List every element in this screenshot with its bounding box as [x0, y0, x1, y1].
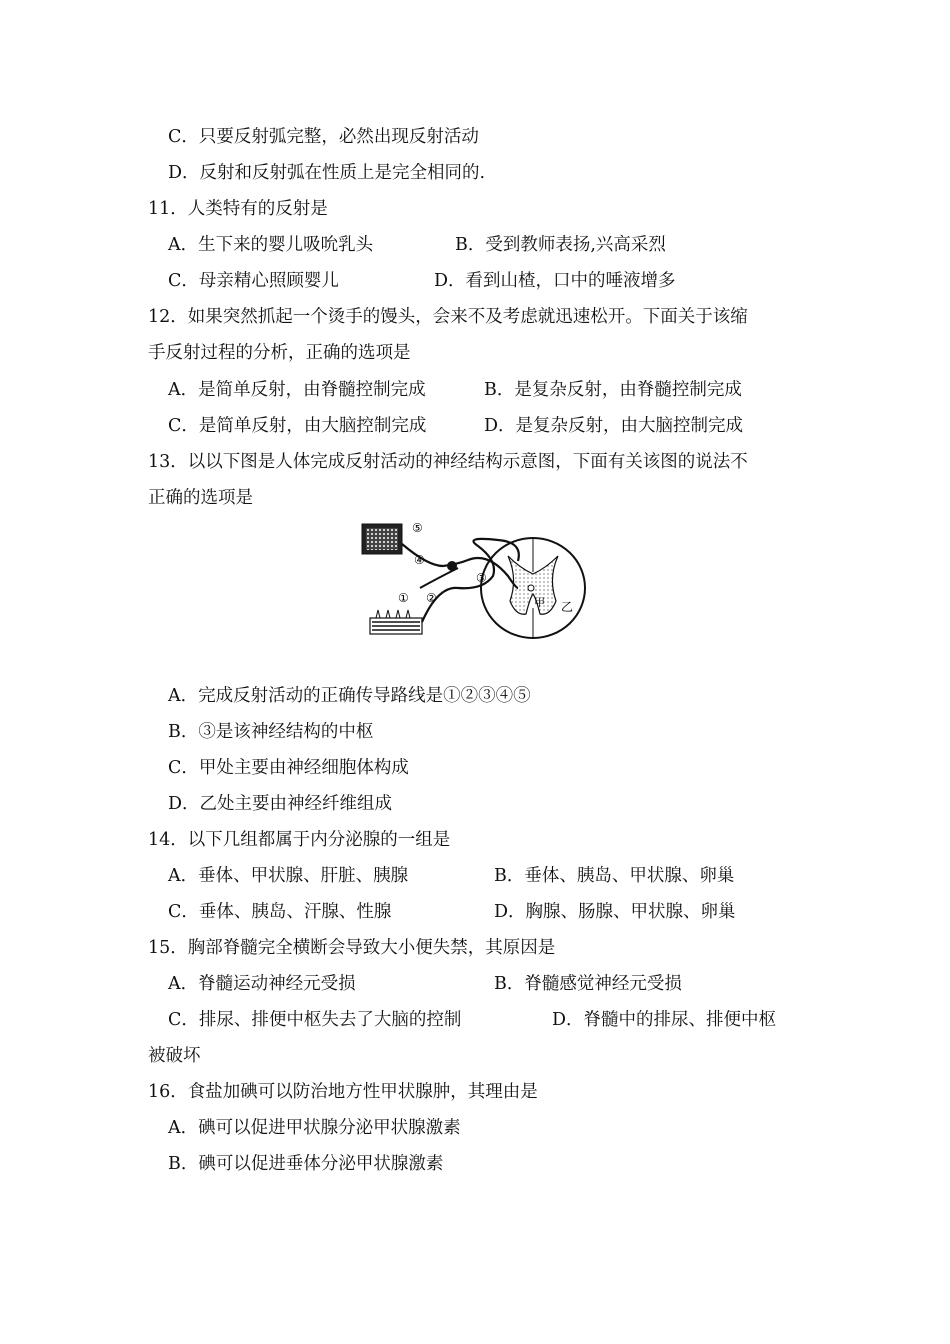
spinal-cord-section: [481, 538, 585, 638]
q12-option-a: A．是简单反射，由脊髓控制完成: [168, 380, 426, 400]
q11-stem: 11．人类特有的反射是: [148, 199, 328, 219]
ganglion-icon: [447, 561, 457, 571]
q11-option-d: D．看到山楂，口中的唾液增多: [434, 271, 676, 291]
q11-option-b: B．受到教师表扬,兴高采烈: [455, 235, 666, 255]
q12-option-d: D．是复杂反射，由大脑控制完成: [484, 416, 744, 436]
q13-option-c: C．甲处主要由神经细胞体构成: [168, 758, 409, 778]
q14-option-c: C．垂体、胰岛、汗腺、性腺: [168, 902, 392, 922]
q11-option-c: C．母亲精心照顾婴儿: [168, 271, 339, 291]
effector-muscle: [362, 524, 402, 554]
q13-option-a: A．完成反射活动的正确传导路线是①②③④⑤: [168, 686, 531, 706]
q14-option-a: A．垂体、甲状腺、肝脏、胰腺: [168, 866, 409, 886]
label-yi: 乙: [561, 600, 574, 614]
q10-option-d: D．反射和反射弧在性质上是完全相同的.: [168, 163, 486, 183]
q15-stem: 15．胸部脊髓完全横断会导致大小便失禁，其原因是: [148, 938, 556, 958]
q15-option-d: D．脊髓中的排尿、排便中枢: [552, 1010, 777, 1030]
q12-option-c: C．是简单反射，由大脑控制完成: [168, 416, 427, 436]
q13-option-d: D．乙处主要由神经纤维组成: [168, 794, 393, 814]
q13-option-b: B．③是该神经结构的中枢: [168, 722, 374, 742]
q10-option-c: C．只要反射弧完整，必然出现反射活动: [168, 127, 479, 147]
q12-stem-line2: 手反射过程的分析，正确的选项是: [148, 343, 411, 363]
q14-stem: 14．以下几组都属于内分泌腺的一组是: [148, 830, 451, 850]
q15-option-d-continued: 被破坏: [148, 1046, 201, 1066]
label-4: ④: [414, 553, 425, 567]
q15-option-a: A．脊髓运动神经元受损: [168, 974, 356, 994]
label-5: ⑤: [412, 521, 423, 535]
reflex-arc-diagram: [358, 516, 588, 646]
label-1: ①: [398, 591, 409, 605]
q16-option-a: A．碘可以促进甲状腺分泌甲状腺激素: [168, 1118, 461, 1138]
q16-stem: 16．食盐加碘可以防治地方性甲状腺肿，其理由是: [148, 1082, 538, 1102]
q11-option-a: A．生下来的婴儿吸吮乳头: [168, 235, 374, 255]
label-2: ②: [426, 591, 437, 605]
q12-option-b: B．是复杂反射，由脊髓控制完成: [484, 380, 742, 400]
q14-option-d: D．胸腺、肠腺、甲状腺、卵巢: [494, 902, 736, 922]
q14-option-b: B．垂体、胰岛、甲状腺、卵巢: [494, 866, 735, 886]
q13-stem-line1: 13．以以下图是人体完成反射活动的神经结构示意图，下面有关该图的说法不: [148, 452, 748, 472]
label-jia: 甲: [534, 596, 545, 609]
q12-stem-line1: 12．如果突然抓起一个烫手的馒头，会来不及考虑就迅速松开。下面关于该缩: [148, 307, 748, 327]
q15-option-b: B．脊髓感觉神经元受损: [494, 974, 682, 994]
receptor-skin: [370, 610, 422, 634]
label-3: ③: [476, 571, 487, 585]
q13-stem-line2: 正确的选项是: [148, 488, 253, 508]
q15-option-c: C．排尿、排便中枢失去了大脑的控制: [168, 1010, 462, 1030]
q16-option-b: B．碘可以促进垂体分泌甲状腺激素: [168, 1154, 444, 1174]
